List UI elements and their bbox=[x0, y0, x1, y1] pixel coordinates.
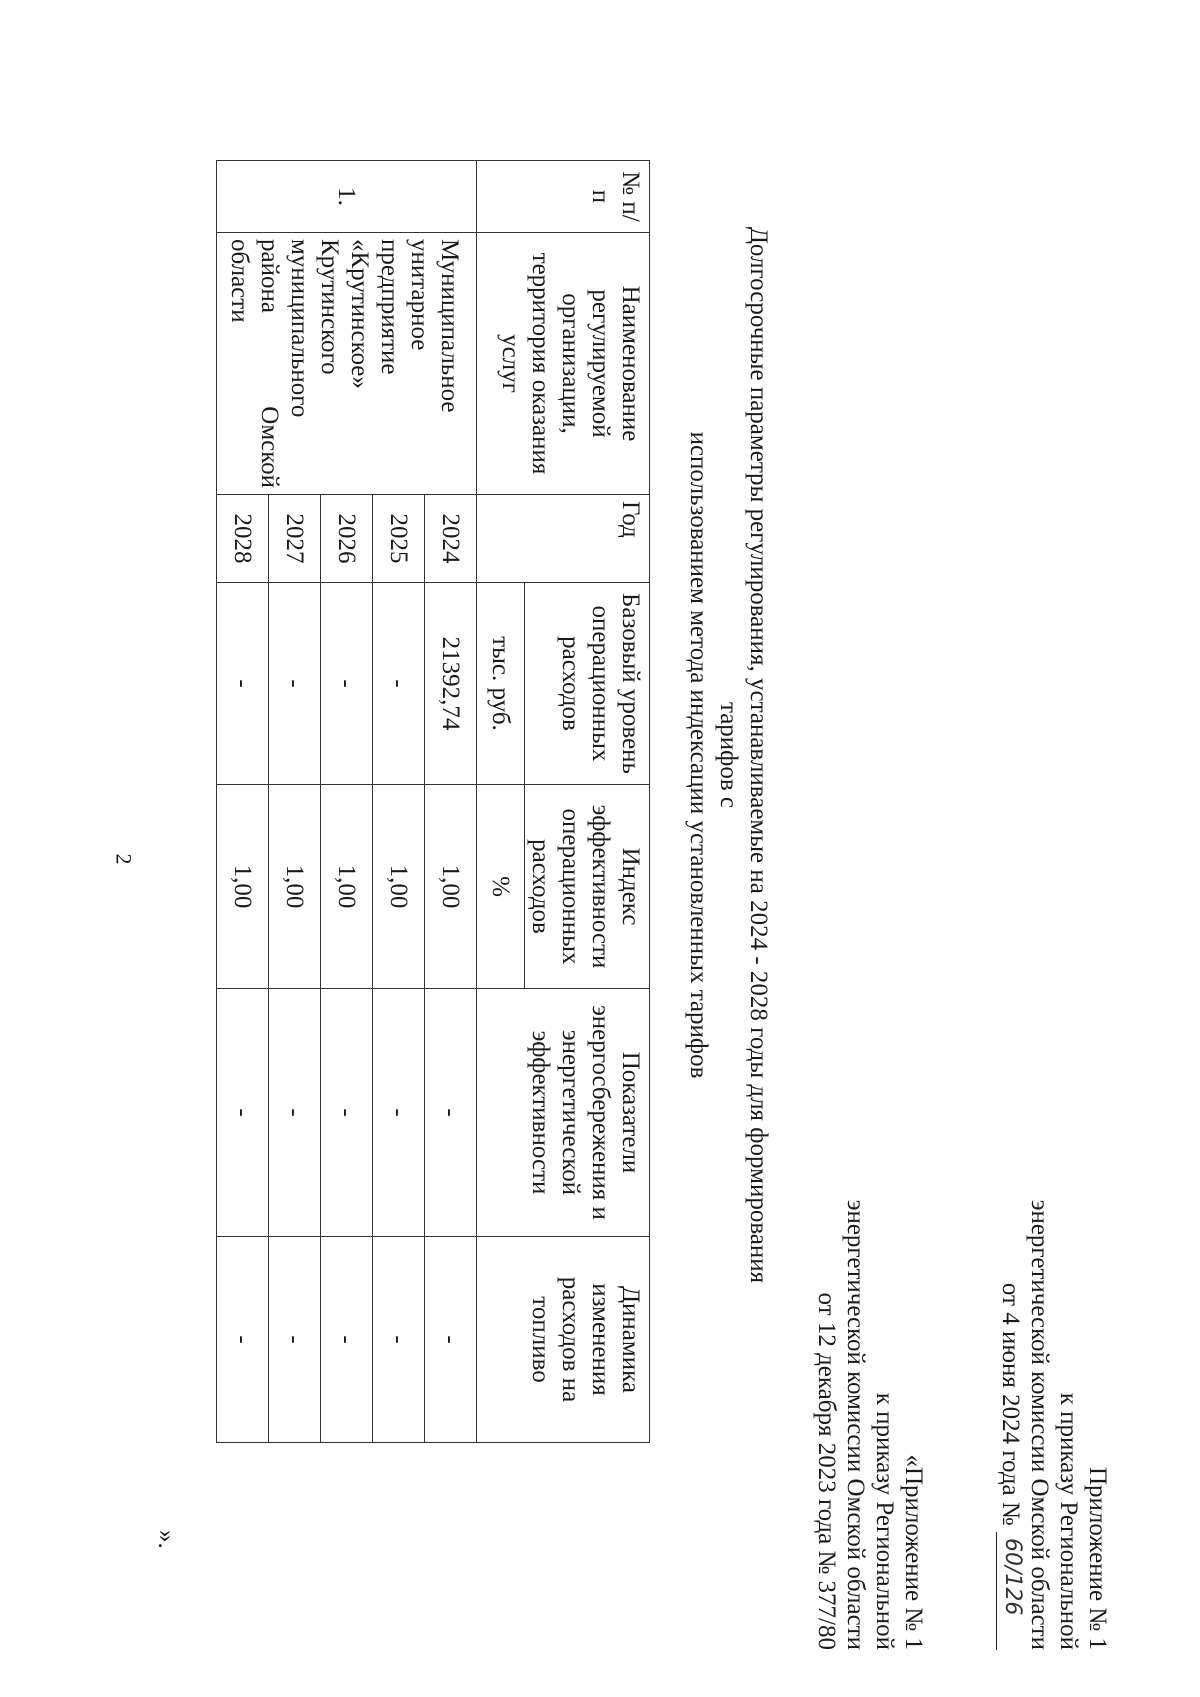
cell-index: 1,00 bbox=[321, 785, 373, 989]
organization-text: Муниципальное унитарное предприятие «Крутинское» Крутинского муниципального района Омской области bbox=[226, 239, 463, 488]
cell-year: 2025 bbox=[373, 495, 425, 583]
cell-energy: - bbox=[321, 989, 373, 1237]
cell-fuel: - bbox=[321, 1237, 373, 1443]
header-line: от 12 декабря 2023 года № 377/80 bbox=[813, 1292, 840, 1650]
header-base: Базовый уровень операционных расходов bbox=[525, 583, 650, 785]
header-fuel: Динамика изменения расходов на топливо bbox=[477, 1237, 650, 1443]
unit-index: % bbox=[477, 785, 525, 989]
header-line: к приказу Региональной bbox=[871, 1392, 898, 1650]
cell-base: 21392,74 bbox=[425, 583, 477, 785]
cell-index: 1,00 bbox=[269, 785, 321, 989]
table-row bbox=[425, 161, 477, 1443]
cell-fuel: - bbox=[269, 1237, 321, 1443]
cell-year: 2027 bbox=[269, 495, 321, 583]
cell-fuel: - bbox=[425, 1237, 477, 1443]
title-line: использованием метода индексации установленных тарифов bbox=[685, 431, 712, 1079]
appendix-header-original bbox=[812, 1200, 928, 1650]
header-line: «Приложение № 1 bbox=[900, 1454, 927, 1650]
regulation-parameters-table bbox=[216, 160, 650, 1443]
cell-energy: - bbox=[269, 989, 321, 1237]
cell-base: - bbox=[269, 583, 321, 785]
header-index: Индекс эффективности операционных расходов bbox=[525, 785, 650, 989]
title-line: Долгосрочные параметры регулирования, устанавливаемые на 2024 - 2028 годы для формирования тарифов с bbox=[715, 226, 772, 1284]
cell-index: 1,00 bbox=[425, 785, 477, 989]
header-date-prefix: от 4 июня 2024 года № bbox=[997, 1282, 1024, 1526]
header-line: Приложение № 1 bbox=[1084, 1466, 1111, 1650]
header-line: энергетической комиссии Омской области bbox=[1026, 1199, 1053, 1650]
cell-year: 2026 bbox=[321, 495, 373, 583]
cell-fuel: - bbox=[373, 1237, 425, 1443]
cell-base: - bbox=[217, 583, 269, 785]
row-number: 1. bbox=[217, 161, 477, 233]
cell-year: 2024 bbox=[425, 495, 477, 583]
header-line: энергетической комиссии Омской области bbox=[842, 1199, 869, 1650]
header-line bbox=[996, 1200, 1025, 1650]
rotated-document bbox=[60, 60, 1120, 1660]
header-energy: Показатели энергосбережения и энергетической эффективности bbox=[477, 989, 650, 1237]
closing-quote-mark: ». bbox=[153, 1530, 180, 1549]
cell-energy: - bbox=[373, 989, 425, 1237]
document-title bbox=[683, 180, 773, 1330]
cell-base: - bbox=[321, 583, 373, 785]
header-line: к приказу Региональной bbox=[1055, 1392, 1082, 1650]
header-year: Год bbox=[477, 495, 650, 583]
cell-index: 1,00 bbox=[373, 785, 425, 989]
cell-year: 2028 bbox=[217, 495, 269, 583]
table-header-row bbox=[525, 161, 650, 1443]
unit-base: тыс. руб. bbox=[477, 583, 525, 785]
order-number-line bbox=[996, 1532, 1025, 1650]
cell-energy: - bbox=[425, 989, 477, 1237]
handwritten-order-number: 60/126 bbox=[1000, 1538, 1025, 1616]
page-number: 2 bbox=[111, 853, 137, 865]
header-num: № п/п bbox=[477, 161, 650, 233]
cell-energy: - bbox=[217, 989, 269, 1237]
cell-fuel: - bbox=[217, 1237, 269, 1443]
header-org: Наименование регулируемой организации, территория оказания услуг bbox=[477, 233, 650, 495]
organization-name bbox=[217, 233, 477, 495]
cell-base: - bbox=[373, 583, 425, 785]
appendix-header-current bbox=[996, 1200, 1112, 1650]
cell-index: 1,00 bbox=[217, 785, 269, 989]
